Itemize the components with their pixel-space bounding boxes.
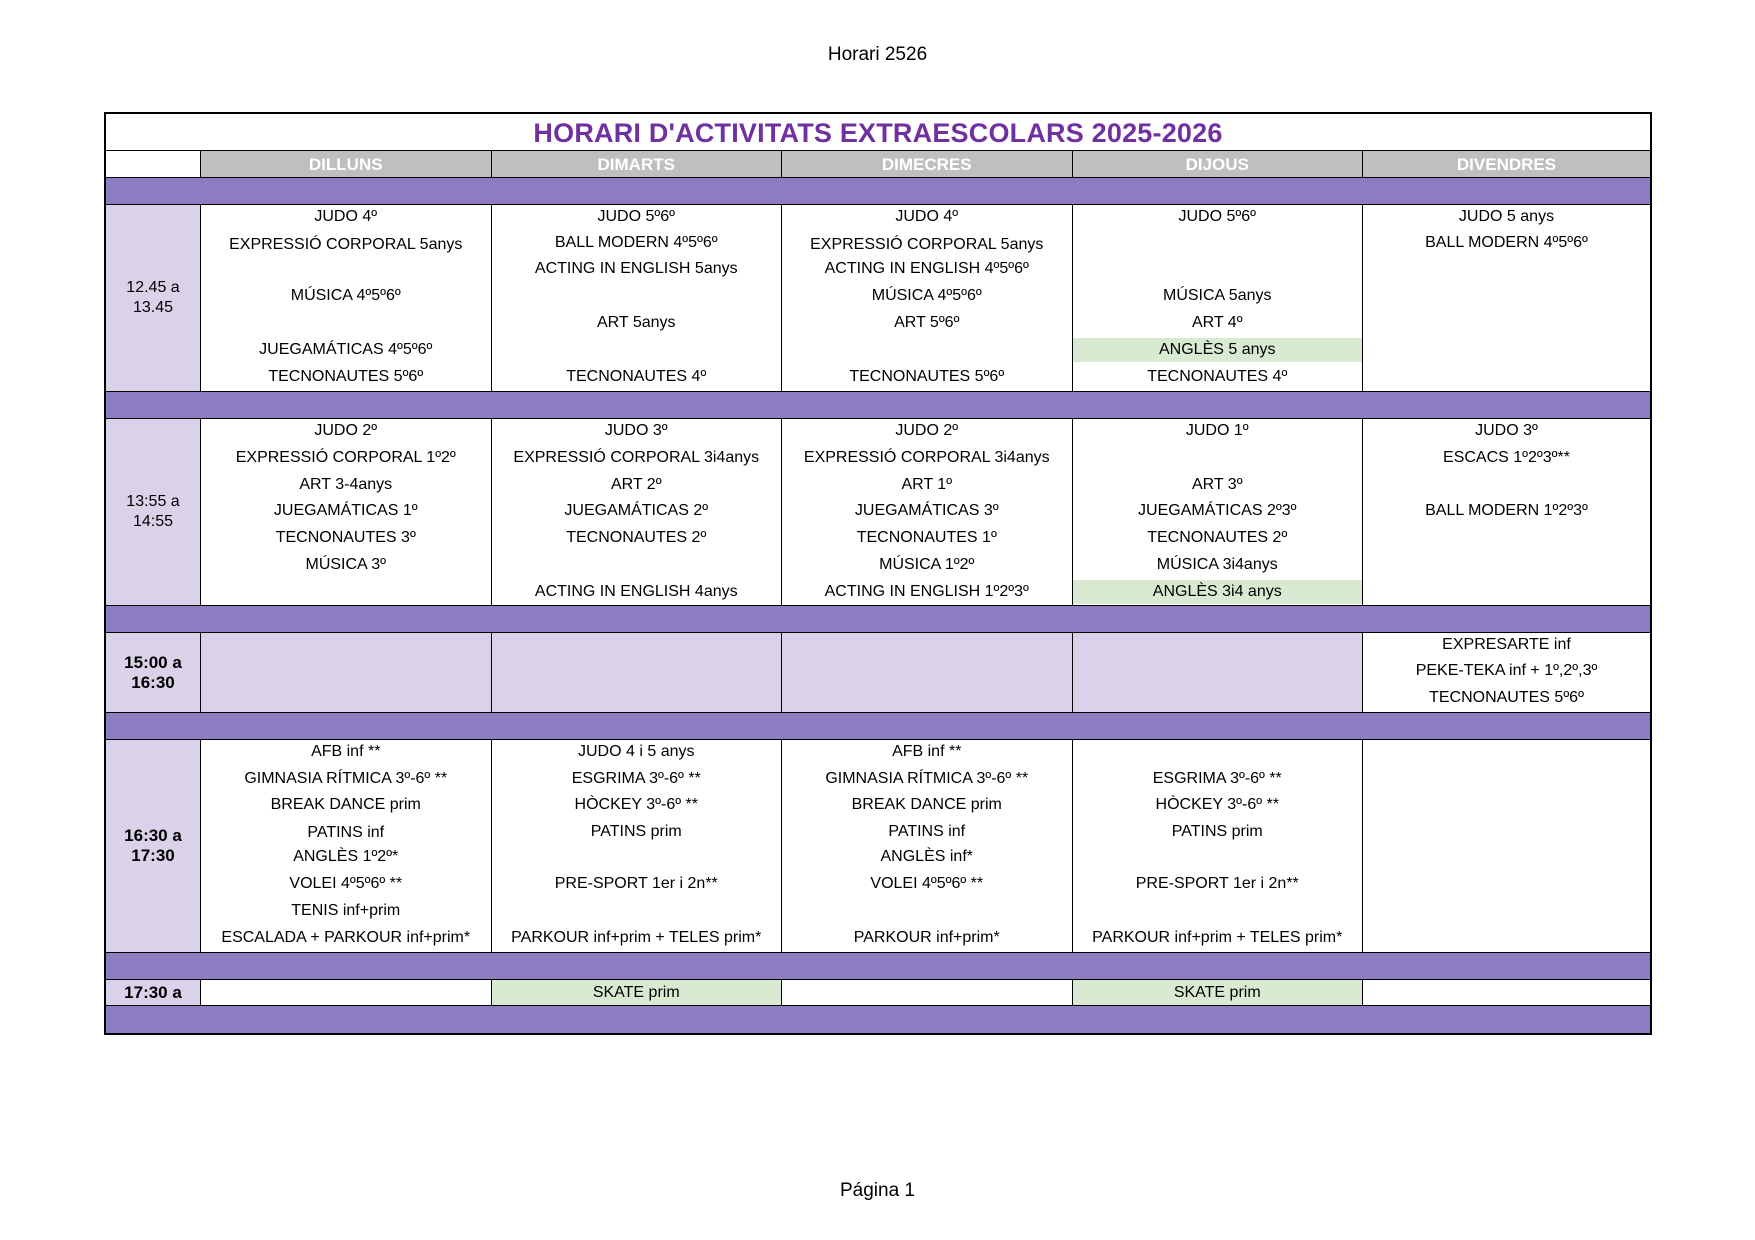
activity-highlighted: ANGLÈS 3i4 anys [1073, 580, 1363, 604]
activity: PATINS inf [307, 824, 385, 841]
separator-row [106, 392, 1650, 419]
activity: JUEGAMÁTICAS 1º [273, 502, 418, 519]
day-header-row [106, 151, 1650, 178]
activity: ACTING IN ENGLISH 1º2º3º [824, 583, 1029, 600]
activity: MÚSICA 4º5º6º [871, 287, 982, 304]
time-text: 16:30 a 17:30 [124, 826, 182, 865]
activity: ESGRIMA 3º-6º ** [571, 770, 701, 787]
activity-highlighted: ANGLÈS 5 anys [1073, 338, 1363, 362]
activity: TECNONAUTES 5º6º [849, 368, 1005, 385]
activity: TENIS inf+prim [291, 902, 401, 919]
activity: EXPRESSIÓ CORPORAL 5anys [229, 236, 463, 253]
activity: PARKOUR inf+prim* [853, 929, 1000, 946]
activity: TECNONAUTES 1º [856, 529, 997, 546]
cell-tue [492, 205, 783, 391]
activity: JUDO 5 anys [1458, 208, 1555, 225]
activity: AFB inf ** [892, 743, 962, 760]
activity: JUDO 1º [1185, 422, 1249, 439]
activity: MÚSICA 1º2º [879, 556, 975, 573]
cell-wed [782, 740, 1073, 952]
time-text: 15:00 a 16:30 [124, 652, 182, 692]
separator-row [106, 178, 1650, 205]
activity: ANGLÈS 1º2º* [293, 848, 399, 865]
activity: JUDO 3º [604, 422, 668, 439]
activity: JUDO 4º [895, 208, 959, 225]
cell-fri [1363, 205, 1650, 391]
activity: ART 3º [1191, 476, 1243, 493]
activity: MÚSICA 3º [305, 556, 387, 573]
activity: PEKE-TEKA inf + 1º,2º,3º [1415, 662, 1598, 679]
activity: JUEGAMÁTICAS 2º [564, 502, 709, 519]
activity: JUEGAMÁTICAS 4º5º6º [259, 341, 433, 358]
activity: MÚSICA 5anys [1163, 287, 1272, 304]
activity: HÒCKEY 3º-6º ** [1155, 796, 1279, 813]
cell-fri [1363, 419, 1650, 605]
activity: ART 3-4anys [299, 476, 393, 493]
cell-wed [782, 205, 1073, 391]
activity: JUDO 2º [314, 422, 378, 439]
activity: JUDO 5º6º [597, 208, 675, 225]
time-label [106, 633, 201, 712]
activity: TECNONAUTES 2º [566, 529, 707, 546]
activity: AFB inf ** [311, 743, 381, 760]
time-label [106, 740, 201, 952]
separator-row [106, 953, 1650, 980]
cell-thu [1073, 740, 1364, 952]
activity: ESGRIMA 3º-6º ** [1152, 770, 1282, 787]
activity: MÚSICA 3i4anys [1156, 556, 1278, 573]
time-block-1 [106, 205, 1650, 392]
cell-fri-empty [1363, 980, 1650, 1005]
day-header-thu: DIJOUS [1073, 151, 1364, 177]
activity: GIMNASIA RÍTMICA 3º-6º ** [825, 770, 1029, 787]
cell-thu [1073, 205, 1364, 391]
cell-tue-empty [492, 633, 783, 712]
cell-tue: SKATE prim [492, 980, 783, 1005]
cell-mon-empty [201, 980, 492, 1005]
cell-mon [201, 419, 492, 605]
cell-tue [492, 419, 783, 605]
activity: BREAK DANCE prim [270, 796, 421, 813]
cell-thu [1073, 419, 1364, 605]
time-block-3 [106, 633, 1650, 713]
cell-mon [201, 740, 492, 952]
activity: ART 5º6º [894, 314, 960, 331]
separator-row [106, 606, 1650, 633]
activity: PRE-SPORT 1er i 2n** [554, 875, 718, 892]
time-text: 12.45 a 13.45 [126, 279, 180, 316]
activity: HÒCKEY 3º-6º ** [574, 796, 698, 813]
cell-wed-empty [782, 633, 1073, 712]
cell-fri-empty [1363, 740, 1650, 952]
activity: ACTING IN ENGLISH 4anys [534, 583, 738, 600]
activity: BALL MODERN 1º2º3º [1425, 502, 1588, 519]
activity: ESCACS 1º2º3º** [1443, 449, 1570, 466]
activity: TECNONAUTES 3º [275, 529, 416, 546]
activity: TECNONAUTES 4º [1147, 368, 1288, 385]
cell-tue [492, 740, 783, 952]
activity: ACTING IN ENGLISH 5anys [534, 260, 738, 277]
activity: ANGLÈS inf* [880, 848, 973, 865]
time-text: 13:55 a 14:55 [126, 493, 180, 530]
activity: JUEGAMÁTICAS 2º3º [1138, 502, 1297, 519]
activity: EXPRESARTE inf [1442, 636, 1571, 653]
activity: ART 1º [901, 476, 953, 493]
activity: ESCALADA + PARKOUR inf+prim* [221, 929, 471, 946]
activity: PATINS prim [1171, 823, 1263, 840]
time-label [106, 980, 201, 1005]
activity: GIMNASIA RÍTMICA 3º-6º ** [244, 770, 448, 787]
page-footer: Página 1 [839, 1180, 915, 1201]
activity: ACTING IN ENGLISH 4º5º6º [824, 260, 1029, 277]
cell-thu-empty [1073, 633, 1364, 712]
activity: JUDO 2º [895, 422, 959, 439]
separator-row [106, 713, 1650, 740]
activity: EXPRESSIÓ CORPORAL 1º2º [235, 449, 456, 466]
activity: ART 5anys [596, 314, 676, 331]
activity: BALL MODERN 4º5º6º [554, 234, 718, 251]
day-header-wed: DIMECRES [782, 151, 1073, 177]
activity: JUDO 4º [314, 208, 378, 225]
activity: PATINS prim [590, 823, 682, 840]
cell-wed-empty [782, 980, 1073, 1005]
time-block-4 [106, 740, 1650, 953]
activity: PARKOUR inf+prim + TELES prim* [511, 929, 762, 946]
cell-wed [782, 419, 1073, 605]
activity: BALL MODERN 4º5º6º [1425, 234, 1588, 251]
activity: TECNONAUTES 2º [1147, 529, 1288, 546]
activity: JUDO 3º [1475, 422, 1538, 439]
cell-mon-empty [201, 633, 492, 712]
schedule-table [104, 112, 1652, 1035]
schedule-title: HORARI D'ACTIVITATS EXTRAESCOLARS 2025-2026 [106, 114, 1650, 151]
activity: ART 2º [610, 476, 662, 493]
activity: BREAK DANCE prim [851, 796, 1002, 813]
activity: EXPRESSIÓ CORPORAL 5anys [810, 236, 1044, 253]
cell-fri [1363, 633, 1650, 712]
page-header: Horari 2526 [827, 44, 928, 65]
activity: PATINS inf [888, 823, 966, 840]
activity: VOLEI 4º5º6º ** [289, 875, 403, 892]
activity: PRE-SPORT 1er i 2n** [1135, 875, 1299, 892]
time-label [106, 205, 201, 391]
separator-row [106, 1006, 1650, 1033]
activity: MÚSICA 4º5º6º [290, 287, 401, 304]
corner-cell [106, 151, 201, 177]
activity: TECNONAUTES 4º [566, 368, 707, 385]
activity: EXPRESSIÓ CORPORAL 3i4anys [803, 449, 1050, 466]
activity: TECNONAUTES 5º6º [1429, 689, 1584, 706]
activity: PARKOUR inf+prim + TELES prim* [1092, 929, 1343, 946]
day-header-tue: DIMARTS [492, 151, 783, 177]
activity: JUDO 5º6º [1178, 208, 1256, 225]
activity: TECNONAUTES 5º6º [268, 368, 424, 385]
time-text: 17:30 a [124, 983, 182, 1002]
cell-mon [201, 205, 492, 391]
activity: VOLEI 4º5º6º ** [870, 875, 984, 892]
time-label [106, 419, 201, 605]
activity: EXPRESSIÓ CORPORAL 3i4anys [513, 449, 760, 466]
day-header-mon: DILLUNS [201, 151, 492, 177]
cell-thu: SKATE prim [1073, 980, 1364, 1005]
activity: JUDO 4 i 5 anys [578, 743, 695, 760]
activity: ART 4º [1191, 314, 1243, 331]
time-block-5 [106, 980, 1650, 1006]
day-header-fri: DIVENDRES [1363, 151, 1650, 177]
activity: JUEGAMÁTICAS 3º [854, 502, 999, 519]
time-block-2 [106, 419, 1650, 606]
